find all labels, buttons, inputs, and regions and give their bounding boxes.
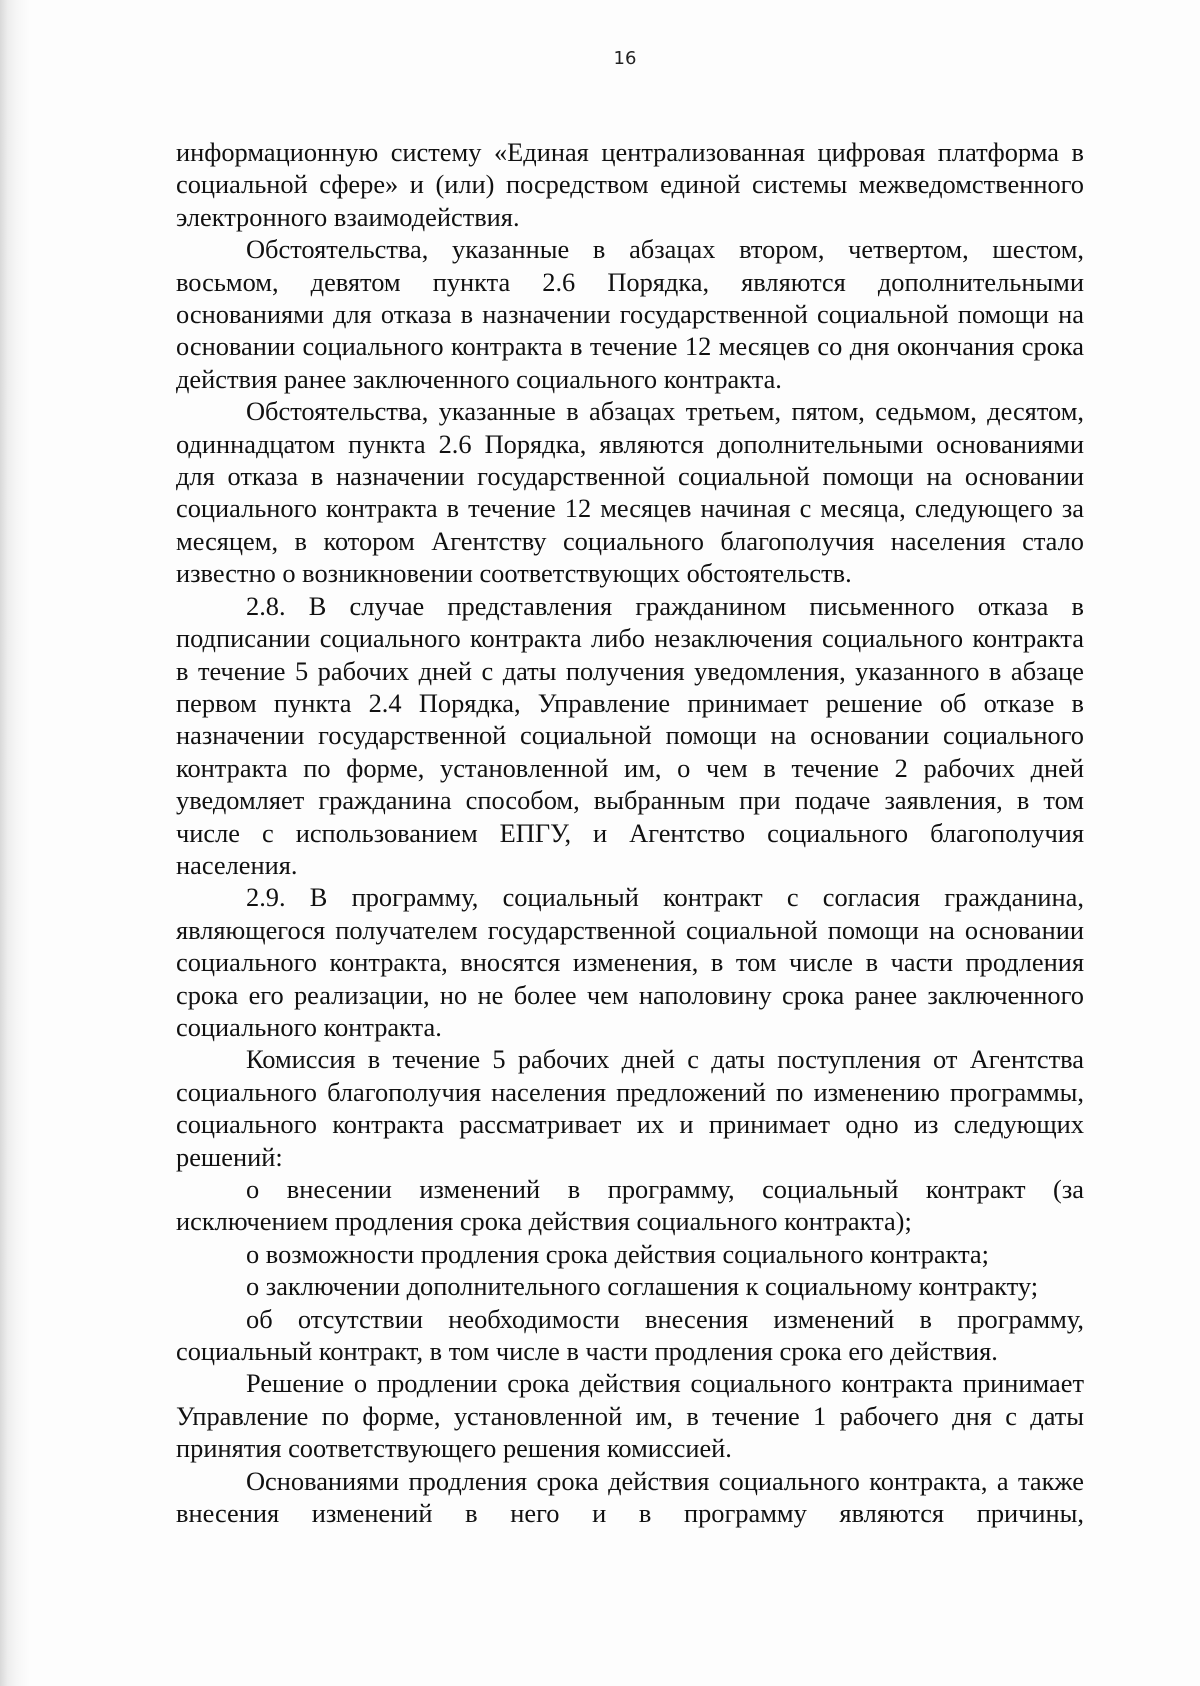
paragraph: Обстоятельства, указанные в абзацах втором, четвертом, шестом, восьмом, девятом пункта 2.6 Порядка, являются дополнительными основаниями для отказа в назначении государственной социальной помощи на основании социального контракта в течение 12 месяцев со дня окончания срока действия ранее заключенного социального контракта. [176, 234, 1084, 394]
scan-edge-shadow [0, 0, 30, 1686]
paragraph: Решение о продлении срока действия социального контракта принимает Управление по форме, установленной им, в течение 1 рабочего дня с даты принятия соответствующего решения комиссией. [176, 1368, 1084, 1464]
paragraph: Комиссия в течение 5 рабочих дней с даты поступления от Агентства социального благополучия населения предложений по изменению программы, социального контракта рассматривает их и принимает одно из следующих решений: [176, 1044, 1084, 1172]
list-item: о внесении изменений в программу, социальный контракт (за исключением продления срока действия социального контракта); [176, 1174, 1084, 1237]
paragraph-continued: Основаниями продления срока действия социального контракта, а также внесения изменений в него и в программу являются причины, [176, 1465, 1084, 1529]
list-item: о заключении дополнительного соглашения к социальному контракту; [246, 1271, 1039, 1302]
paragraph: 2.8. В случае представления гражданином письменного отказа в подписании социального контракта либо незаключения социального контракта в течение 5 рабочих дней с даты получения уведомления, указанного в абзаце первом пункта 2.4 Порядка, Управление принимает решение об отказе в назначении государственной социальной помощи на основании социального контракта по форме, установленной им, о чем в течение 2 рабочих дней уведомляет гражданина способом, выбранным при подаче заявления, в том числе с использованием ЕПГУ, и Агентство социального благополучия населения. [176, 590, 1084, 880]
paragraph: 2.9. В программу, социальный контракт с согласия гражданина, являющегося получателем государственной социальной помощи на основании социального контракта, вносятся изменения, в том числе в части продления срока его реализации, но не более чем наполовину срока ранее заключенного социального контракта. [176, 882, 1084, 1042]
document-body [176, 136, 1084, 1529]
list-item: об отсутствии необходимости внесения изменений в программу, социальный контракт, в том числе в части продления срока его действия. [176, 1303, 1084, 1367]
page-number: 16 [613, 48, 637, 69]
list-item: о возможности продления срока действия социального контракта; [246, 1238, 989, 1269]
paragraph: Обстоятельства, указанные в абзацах третьем, пятом, седьмом, десятом, одиннадцатом пункта 2.6 Порядка, являются дополнительными основаниями для отказа в назначении государственной социальной помощи на основании социального контракта в течение 12 месяцев начиная с месяца, следующего за месяцем, в котором Агентству социального благополучия населения стало известно о возникновении соответствующих обстоятельств. [176, 396, 1084, 589]
paragraph: информационную систему «Единая централизованная цифровая платформа в социальной сфере» и (или) посредством единой системы межведомственного электронного взаимодействия. [176, 137, 1084, 232]
